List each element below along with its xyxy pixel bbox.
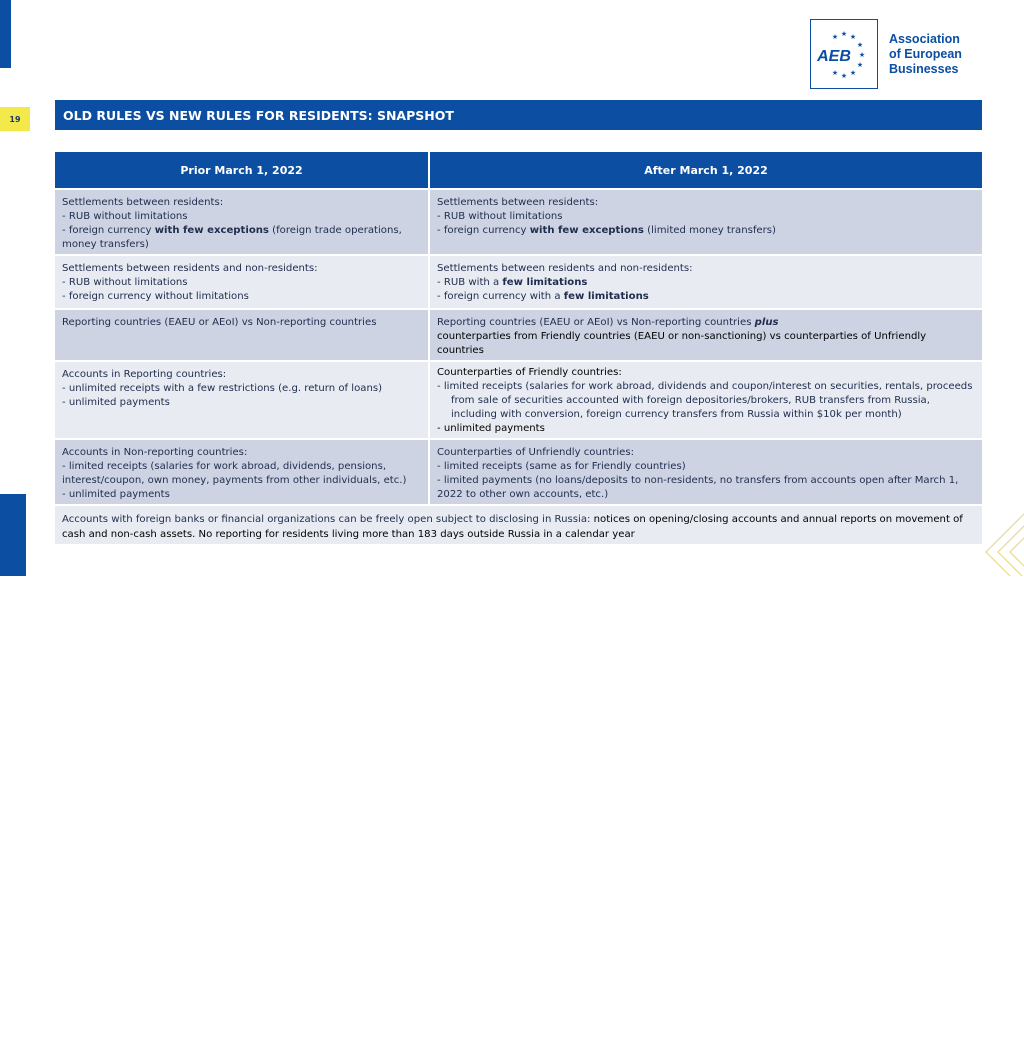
svg-text:★: ★ [856, 41, 864, 49]
logo-line-3: Businesses [889, 61, 959, 76]
svg-text:★: ★ [849, 69, 857, 77]
footer-note-text: notices on opening/closing accounts and annual reports on movement of cash and non-cash assets. No reporting for residents living more than 183 days outside Russia in a calendar year [62, 514, 963, 540]
svg-text:★: ★ [849, 33, 857, 41]
site-url[interactable]: AEBRUS.RU [7, 997, 19, 1061]
cell-line [62, 224, 421, 252]
text: Reporting countries (EAEU or AEoI) vs Non-reporting countries [437, 317, 755, 328]
svg-text:★: ★ [831, 33, 839, 41]
svg-text:★: ★ [858, 51, 866, 59]
table-row [55, 440, 982, 504]
prior-cell [55, 310, 428, 360]
table-header [55, 152, 982, 188]
cell-line: - limited payments (no loans/deposits to non-residents, no transfers from accounts open after March 1, 2022 to other own accounts, etc.) [437, 475, 959, 500]
emphasis: with few exceptions [154, 225, 269, 236]
cell-line: - RUB without limitations [62, 211, 188, 222]
cell-line: Settlements between residents and non-residents: [62, 263, 318, 274]
emphasis: plus [754, 317, 779, 328]
prior-cell [55, 362, 428, 438]
text: - foreign currency [437, 225, 530, 236]
cell-line: Counterparties of Unfriendly countries: [437, 447, 635, 458]
text: (foreign trade operations, money transfers) [62, 225, 402, 250]
cell-line: - limited receipts (salaries for work abroad, dividends and coupon/interest on securities, rentals, proceeds from sale of securities accounted with foreign depositories/brokers, RUB transfers from Russia, including with conversion, foreign currency transfers from Russia within $10k per month) [437, 381, 973, 420]
cell-line: - foreign currency without limitations [62, 291, 249, 302]
cell-line: Accounts in Non-reporting countries: [62, 447, 248, 458]
cell-line: - limited receipts (same as for Friendly countries) [437, 461, 686, 472]
svg-text:★: ★ [856, 61, 864, 69]
logo-abbr: AEB [817, 48, 851, 65]
cell-line: Settlements between residents: [62, 197, 224, 208]
emphasis: few limitations [502, 277, 588, 288]
aeb-logo-mark [810, 19, 878, 89]
cell-line [437, 316, 975, 330]
table-row [55, 310, 982, 360]
cell-line: Counterparties of Friendly countries: [437, 367, 622, 378]
cell-line: - unlimited payments [62, 397, 170, 408]
emphasis: with few exceptions [529, 225, 644, 236]
text: - foreign currency with a [437, 291, 564, 302]
after-cell [430, 440, 982, 504]
page-number-badge: 19 [0, 107, 30, 131]
cell-line: - RUB without limitations [62, 277, 188, 288]
header-after: After March 1, 2022 [430, 152, 982, 188]
logo-wordmark [889, 32, 962, 77]
left-accent-bar-bottom [0, 494, 26, 1061]
cell-line: - unlimited payments [62, 489, 170, 500]
logo-line-1: Association [889, 31, 960, 46]
slide-title: OLD RULES VS NEW RULES FOR RESIDENTS: SNAPSHOT [55, 100, 982, 130]
text: - RUB with a [437, 277, 503, 288]
logo-line-2: of European [889, 46, 962, 61]
after-cell [430, 190, 982, 254]
cell-line: - unlimited receipts with a few restrictions (e.g. return of loans) [62, 383, 383, 394]
cell-line: Settlements between residents and non-residents: [437, 263, 693, 274]
stars-circle-icon [811, 20, 877, 88]
after-cell [430, 310, 982, 360]
svg-text:★: ★ [831, 69, 839, 77]
comparison-table [55, 152, 982, 544]
cell-line: counterparties from Friendly countries (EAEU or non-sanctioning) vs counterparties of Unfriendly countries [437, 331, 927, 356]
text: - foreign currency [62, 225, 155, 236]
cell-line: - limited receipts (salaries for work abroad, dividends, pensions, interest/coupon, own money, payments from other individuals, etc.) [62, 461, 407, 486]
prior-cell [55, 440, 428, 504]
cell-line: - unlimited payments [437, 423, 545, 434]
prior-cell [55, 190, 428, 254]
cell-line [437, 276, 975, 290]
cell-line: Reporting countries (EAEU or AEoI) vs Non-reporting countries [62, 317, 377, 328]
svg-text:★: ★ [840, 30, 848, 38]
emphasis: few limitations [563, 291, 649, 302]
table-row [55, 190, 982, 254]
footer-note-text: Accounts with foreign banks or financial organizations can be freely open subject to disclosing in Russia: [62, 514, 594, 525]
svg-text:★: ★ [840, 72, 848, 80]
table-row [55, 362, 982, 438]
text: (limited money transfers) [643, 225, 776, 236]
corner-decoration [964, 496, 1024, 576]
header-prior: Prior March 1, 2022 [55, 152, 428, 188]
cell-line [437, 290, 975, 304]
after-cell [430, 362, 982, 438]
footer-note [55, 506, 982, 544]
aeb-logo [810, 19, 962, 89]
prior-cell [55, 256, 428, 308]
left-accent-bar-top [0, 0, 11, 68]
after-cell [430, 256, 982, 308]
cell-line: - RUB without limitations [437, 211, 563, 222]
table-row [55, 256, 982, 308]
cell-line [437, 224, 975, 238]
cell-line: Accounts in Reporting countries: [62, 369, 227, 380]
cell-line: Settlements between residents: [437, 197, 599, 208]
